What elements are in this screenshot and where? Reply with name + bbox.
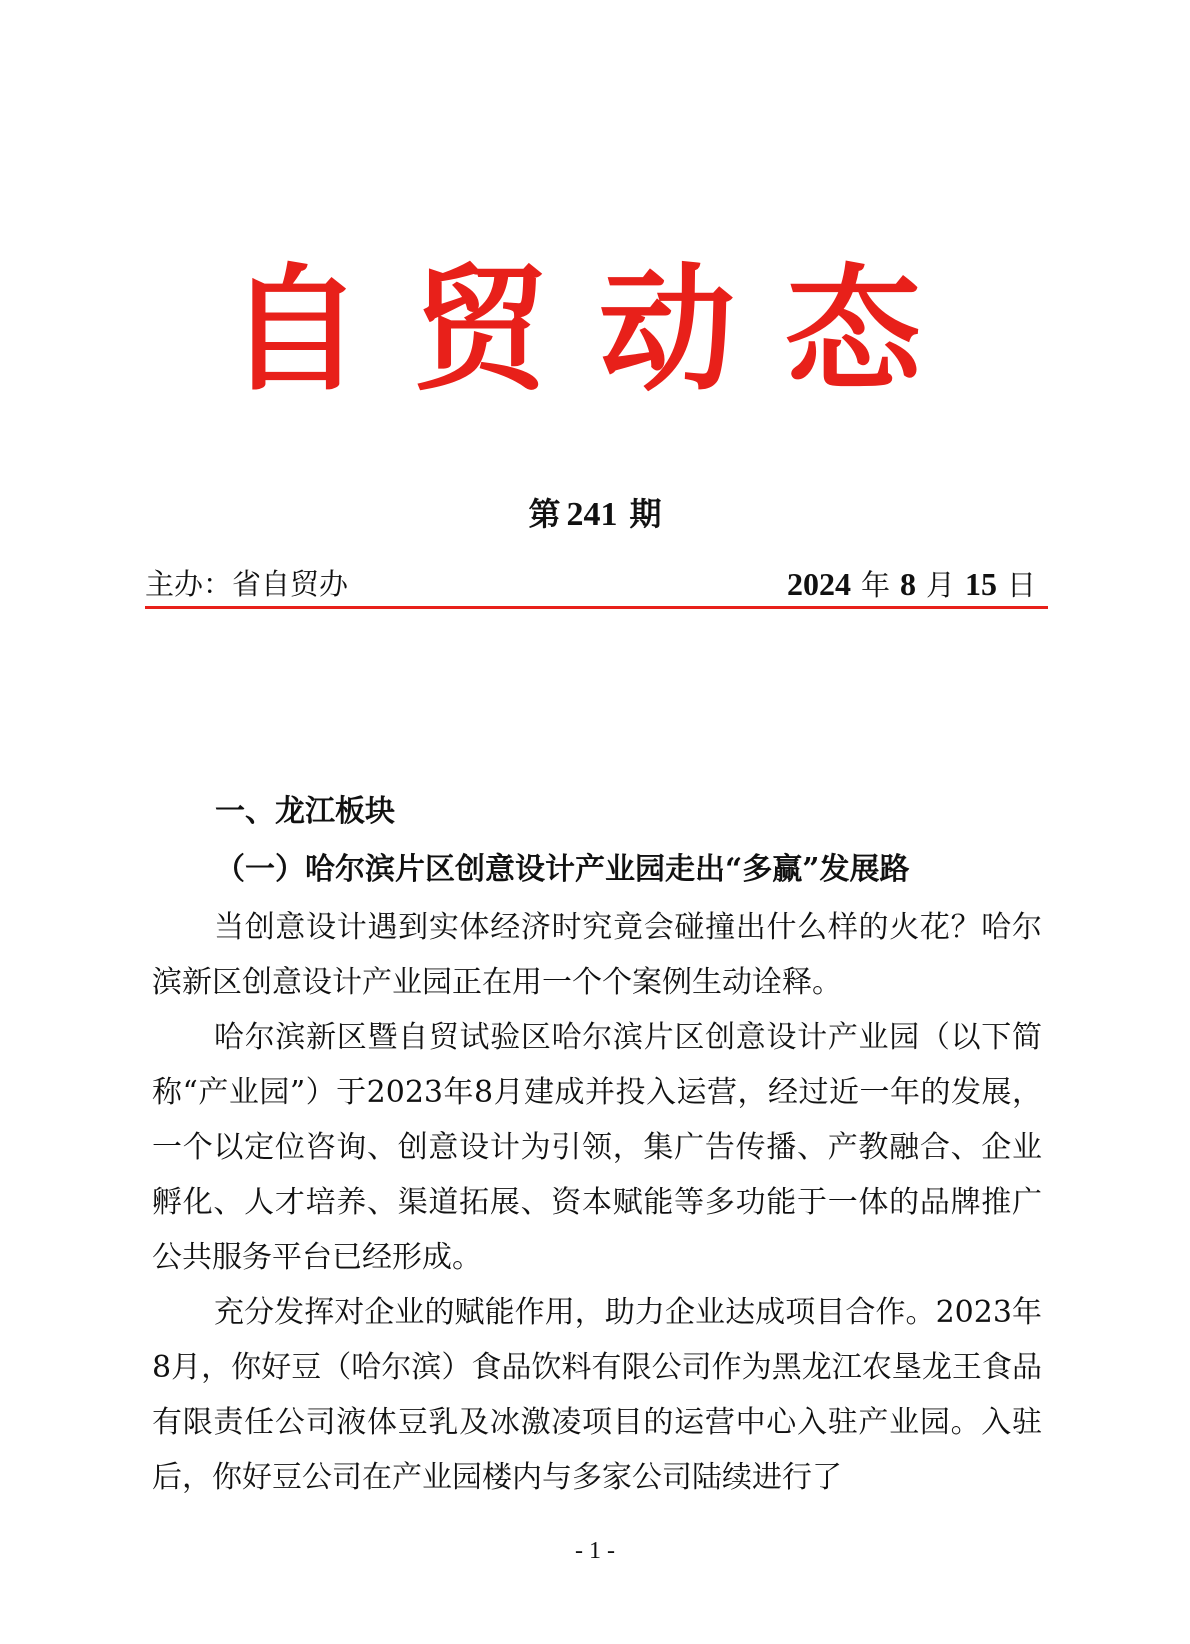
page-number: - 1 - [575, 1538, 615, 1564]
date-month: 8 [899, 566, 916, 602]
masthead-title [0, 250, 1190, 410]
date-year: 2024 [786, 566, 851, 602]
date-day: 15 [964, 566, 997, 602]
issue-suffix: 期 [629, 495, 662, 533]
publish-date [787, 566, 1046, 603]
issue-num: 241 [566, 496, 618, 533]
masthead-char: 态 [785, 250, 963, 410]
issue-prefix: 第 [528, 495, 561, 533]
date-month-unit: 月 [925, 568, 955, 602]
header-divider [145, 606, 1048, 609]
masthead-char: 贸 [413, 250, 591, 410]
paragraph: 当创意设计遇到实体经济时究竟会碰撞出什么样的火花？哈尔滨新区创意设计产业园正在用一个个案例生动诠释。 [152, 910, 1042, 1000]
masthead-char: 动 [599, 250, 777, 410]
date-year-unit: 年 [860, 568, 890, 602]
section-heading: 一、龙江板块 [215, 794, 395, 829]
article-heading: （一）哈尔滨片区创意设计产业园走出“多赢”发展路 [215, 852, 910, 887]
date-day-unit: 日 [1006, 568, 1036, 602]
publisher: 主办：省自贸办 [145, 567, 349, 601]
paragraph: 充分发挥对企业的赋能作用，助力企业达成项目合作。2023年8月，你好豆（哈尔滨）食品饮料有限公司作为黑龙江农垦龙王食品有限责任公司液体豆乳及冰激凌项目的运营中心入驻产业园。入驻后，你好豆公司在产业园楼内与多家公司陆续进行了 [152, 1295, 1042, 1495]
issue-number [0, 494, 1190, 535]
article-body [152, 900, 1042, 1505]
paragraph: 哈尔滨新区暨自贸试验区哈尔滨片区创意设计产业园（以下简称“产业园”）于2023年8月建成并投入运营，经过近一年的发展，一个以定位咨询、创意设计为引领，集广告传播、产教融合、企业孵化、人才培养、渠道拓展、资本赋能等多功能于一体的品牌推广公共服务平台已经形成。 [152, 1020, 1042, 1275]
masthead-char: 自 [227, 250, 405, 410]
